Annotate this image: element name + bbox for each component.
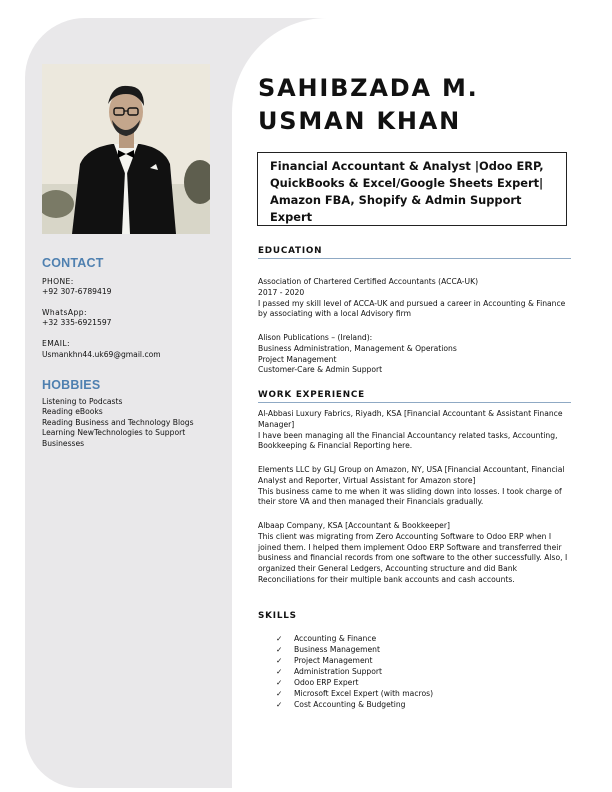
- list-item: [276, 666, 536, 677]
- whatsapp-label: WhatsApp:: [42, 307, 87, 317]
- candidate-name: SAHIBZADA M. USMAN KHAN: [258, 74, 479, 135]
- education-line: 2017 - 2020: [258, 287, 305, 297]
- work-entry-title: Elements LLC by GLJ Group on Amazon, NY, USA [Financial Accountant, Financial Analyst and Reporter, Virtual Assistant for Amazon store]: [258, 465, 565, 485]
- work-entry-description: This client was migrating from Zero Accounting Software to Odoo ERP when I joined them. I helped them implement Odoo ERP Software and transferred their business and financial records from one software to the other successfully. Also, I organized their General Ledgers, Accounting structure and did Bank Reconciliations for their multiple bank accounts and cash accounts.: [258, 531, 568, 584]
- skills-heading: SKILLS: [258, 611, 297, 621]
- list-item: [276, 644, 536, 655]
- check-icon: ✓: [276, 689, 283, 698]
- phone-label: PHONE:: [42, 276, 74, 286]
- contact-heading: CONTACT: [42, 256, 104, 270]
- list-item: [276, 655, 536, 666]
- profile-photo: [42, 64, 210, 234]
- work-experience-heading: WORK EXPERIENCE: [258, 390, 571, 403]
- whatsapp-value: +32 335-6921597: [42, 318, 112, 328]
- list-item: [276, 677, 536, 688]
- phone-value: +92 307-6789419: [42, 287, 112, 297]
- check-icon: ✓: [276, 667, 283, 676]
- hobbies-heading: HOBBIES: [42, 378, 101, 392]
- check-icon: ✓: [276, 656, 283, 665]
- work-entry-title: Al-Abbasi Luxury Fabrics, Riyadh, KSA [Financial Accountant & Assistant Finance Manager]: [258, 409, 563, 429]
- check-icon: ✓: [276, 634, 283, 643]
- work-entry-description: I have been managing all the Financial Accountancy related tasks, Accounting, Bookkeeping & Financial Reporting here.: [258, 430, 558, 451]
- skill-label: Odoo ERP Expert: [294, 678, 359, 687]
- skill-label: Microsoft Excel Expert (with macros): [294, 689, 434, 698]
- list-item: [276, 688, 536, 699]
- hobbies-section: [42, 380, 214, 450]
- work-entry: [258, 521, 576, 586]
- contact-section: [42, 258, 222, 360]
- email-label: EMAIL:: [42, 338, 70, 348]
- hobby-item: Reading eBooks: [42, 407, 103, 417]
- work-entry: [258, 409, 576, 452]
- hobby-item: Learning NewTechnologies to Support Businesses: [42, 428, 186, 448]
- work-entry-title: Albaap Company, KSA [Accountant & Bookkeeper]: [258, 521, 450, 530]
- work-entry: [258, 465, 576, 508]
- skills-list: [276, 633, 536, 710]
- list-item: [276, 699, 536, 710]
- skill-label: Administration Support: [294, 667, 382, 676]
- education-line: Business Administration, Management & Operations: [258, 343, 457, 353]
- education-heading: EDUCATION: [258, 246, 571, 259]
- skill-label: Project Management: [294, 656, 373, 665]
- email-value: Usmankhn44.uk69@gmail.com: [42, 349, 161, 359]
- hobby-item: Reading Business and Technology Blogs: [42, 417, 194, 427]
- check-icon: ✓: [276, 678, 283, 687]
- education-line: Alison Publications – (Ireland):: [258, 333, 373, 342]
- list-item: [276, 633, 536, 644]
- professional-title-box: Financial Accountant & Analyst |Odoo ERP, QuickBooks & Excel/Google Sheets Expert| Amazon FBA, Shopify & Admin Support Expert: [257, 152, 567, 226]
- education-line: I passed my skill level of ACCA-UK and pursued a career in Accounting & Finance by associating with a local Advisory firm: [258, 298, 566, 319]
- skill-label: Cost Accounting & Budgeting: [294, 700, 406, 709]
- education-entry: [258, 333, 576, 376]
- check-icon: ✓: [276, 700, 283, 709]
- skill-label: Business Management: [294, 645, 380, 654]
- education-entry: [258, 277, 576, 320]
- education-line: Association of Chartered Certified Accountants (ACCA-UK): [258, 277, 479, 286]
- check-icon: ✓: [276, 645, 283, 654]
- education-line: Customer-Care & Admin Support: [258, 365, 383, 375]
- skill-label: Accounting & Finance: [294, 634, 377, 643]
- profile-photo-illustration: [42, 64, 210, 234]
- hobby-item: Listening to Podcasts: [42, 396, 123, 406]
- work-entry-description: This business came to me when it was sliding down into losses. I took charge of their store VA and then managed their Financials gradually.: [258, 486, 562, 507]
- education-line: Project Management: [258, 354, 337, 364]
